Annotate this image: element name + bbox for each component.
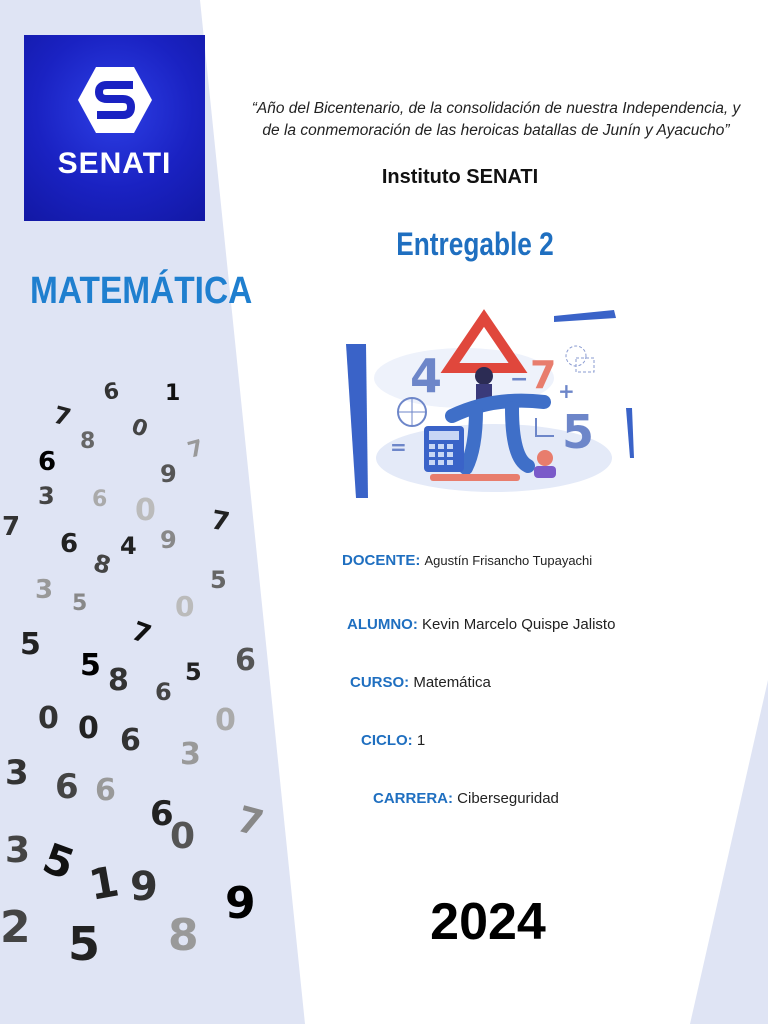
svg-text:0: 0 bbox=[215, 703, 236, 738]
carrera-value: Ciberseguridad bbox=[457, 790, 559, 807]
svg-text:5: 5 bbox=[68, 917, 101, 970]
svg-text:6: 6 bbox=[92, 487, 108, 512]
bicentennial-quote: “Año del Bicentenario, de la consolidación de nuestra Independencia, y de la conmemoración de las heroicas batallas de Junín y Ayacucho” bbox=[251, 100, 741, 139]
svg-text:3: 3 bbox=[38, 482, 55, 510]
svg-text:8: 8 bbox=[108, 663, 129, 698]
svg-text:0: 0 bbox=[135, 493, 156, 528]
svg-text:5: 5 bbox=[72, 591, 88, 616]
svg-text:5: 5 bbox=[185, 658, 202, 686]
subject-title: MATEMÁTICA bbox=[30, 270, 253, 312]
svg-text:9: 9 bbox=[160, 460, 177, 488]
ciclo-value: 1 bbox=[416, 732, 426, 749]
carrera-label: CARRERA: bbox=[373, 790, 453, 807]
svg-text:3: 3 bbox=[5, 753, 29, 793]
svg-text:7: 7 bbox=[232, 799, 268, 846]
svg-text:5: 5 bbox=[20, 627, 41, 662]
curso-label: CURSO: bbox=[350, 674, 410, 691]
svg-text:7: 7 bbox=[208, 505, 232, 539]
alumno-label: ALUMNO: bbox=[347, 616, 418, 633]
year: 2024 bbox=[430, 893, 546, 951]
svg-text:6: 6 bbox=[120, 723, 141, 758]
svg-text:7: 7 bbox=[50, 400, 74, 433]
field-docente bbox=[342, 552, 592, 569]
svg-text:7: 7 bbox=[127, 616, 155, 651]
svg-text:0: 0 bbox=[38, 701, 59, 736]
field-carrera bbox=[373, 790, 559, 807]
svg-text:6: 6 bbox=[155, 678, 172, 706]
svg-text:7: 7 bbox=[185, 435, 207, 464]
svg-text:8: 8 bbox=[80, 429, 96, 454]
svg-text:−: − bbox=[510, 367, 529, 392]
svg-text:6: 6 bbox=[235, 643, 256, 678]
svg-text:0: 0 bbox=[170, 816, 196, 857]
svg-text:9: 9 bbox=[225, 878, 256, 929]
svg-text:9: 9 bbox=[160, 526, 177, 554]
svg-text:8: 8 bbox=[168, 910, 199, 961]
svg-text:5: 5 bbox=[36, 833, 81, 890]
svg-text:9: 9 bbox=[130, 864, 158, 910]
svg-text:4: 4 bbox=[120, 532, 137, 560]
svg-text:0: 0 bbox=[175, 590, 195, 623]
field-alumno bbox=[347, 616, 615, 633]
field-curso bbox=[350, 674, 491, 691]
svg-text:0: 0 bbox=[127, 414, 151, 443]
svg-text:3: 3 bbox=[180, 737, 201, 772]
svg-text:5: 5 bbox=[80, 648, 101, 683]
numbers-illustration bbox=[0, 370, 270, 970]
senati-logo bbox=[24, 35, 205, 221]
svg-text:6: 6 bbox=[95, 773, 116, 808]
svg-text:1: 1 bbox=[85, 856, 123, 910]
svg-text:5: 5 bbox=[562, 405, 595, 459]
svg-text:2: 2 bbox=[0, 902, 31, 953]
deliverable-title: Entregable 2 bbox=[396, 226, 554, 262]
svg-text:7: 7 bbox=[2, 512, 21, 542]
svg-text:6: 6 bbox=[60, 529, 79, 559]
math-illustration bbox=[344, 308, 634, 500]
logo-text: SENATI bbox=[57, 147, 172, 180]
svg-text:1: 1 bbox=[165, 381, 181, 406]
senati-emblem-icon bbox=[77, 65, 153, 135]
institute-name: Instituto SENATI bbox=[381, 166, 539, 188]
svg-text:=: = bbox=[390, 435, 407, 459]
curso-value: Matemática bbox=[413, 674, 491, 691]
docente-value: Agustín Frisancho Tupayachi bbox=[424, 553, 593, 568]
svg-text:+: + bbox=[558, 379, 575, 403]
svg-text:0: 0 bbox=[78, 711, 99, 746]
ciclo-label: CICLO: bbox=[361, 732, 413, 749]
svg-text:6: 6 bbox=[38, 447, 57, 477]
svg-text:3: 3 bbox=[35, 575, 54, 605]
svg-text:3: 3 bbox=[5, 830, 31, 871]
field-ciclo bbox=[361, 732, 425, 749]
svg-text:6: 6 bbox=[150, 794, 174, 834]
alumno-value: Kevin Marcelo Quispe Jalisto bbox=[422, 616, 616, 633]
svg-text:4: 4 bbox=[410, 349, 443, 403]
svg-text:6: 6 bbox=[101, 378, 122, 406]
docente-label: DOCENTE: bbox=[342, 552, 421, 569]
svg-text:5: 5 bbox=[210, 566, 227, 594]
svg-text:8: 8 bbox=[90, 548, 114, 581]
svg-text:7: 7 bbox=[530, 353, 557, 397]
svg-text:6: 6 bbox=[55, 767, 79, 807]
